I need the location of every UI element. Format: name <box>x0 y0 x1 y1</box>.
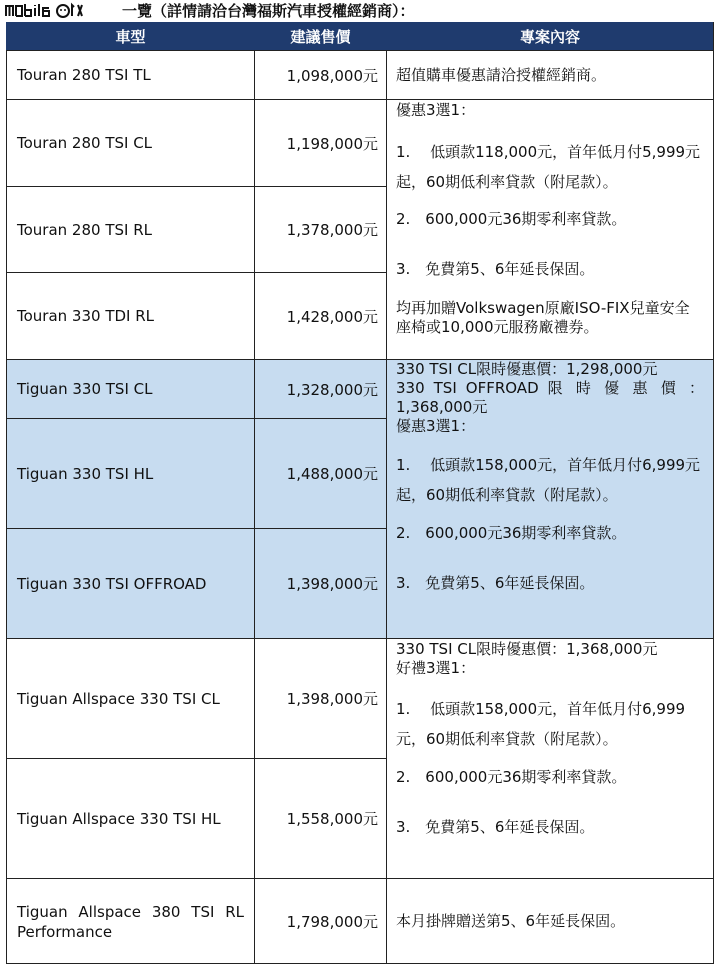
promo-special-price: 330 TSI CL限時優惠價：1,298,000元 <box>396 360 658 378</box>
promo-option-2: 2. 600,000元36期零利率貸款。 <box>396 524 627 542</box>
table-row-model: Tiguan 330 TSI HL <box>6 418 254 528</box>
table-row-price: 1,398,000元 <box>254 638 386 758</box>
column-header-promo: 專案內容 <box>386 22 713 50</box>
heading-text: 一覽（詳情請洽台灣福斯汽車授權經銷商）： <box>122 2 415 20</box>
table-row-price: 1,198,000元 <box>254 99 386 186</box>
table-row-model: Touran 280 TSI TL <box>6 50 254 99</box>
promo-option-2: 2. 600,000元36期零利率貸款。 <box>396 210 627 228</box>
table-row-model: Touran 330 TDI RL <box>6 272 254 359</box>
promo-extra-gift: 均再加贈Volkswagen原廠ISO-FIX兒童安全座椅或10,000元服務廠禮券。 <box>396 299 690 336</box>
promo-special-price-offroad: 330 TSI OFFROAD 限 時 優 惠 價 ： <box>396 379 704 397</box>
promo-lead: 優惠3選1： <box>396 417 476 435</box>
table-border-right <box>713 22 714 964</box>
promo-option-2: 2. 600,000元36期零利率貸款。 <box>396 768 627 786</box>
table-row-model: Touran 280 TSI CL <box>6 99 254 186</box>
column-header-model: 車型 <box>6 22 254 50</box>
promo-special-price: 330 TSI CL限時優惠價：1,368,000元 <box>396 640 658 658</box>
table-row-price: 1,328,000元 <box>254 359 386 418</box>
table-border-bottom <box>6 963 714 964</box>
price-table <box>6 22 713 964</box>
table-row-price: 1,398,000元 <box>254 528 386 638</box>
table-row-price: 1,488,000元 <box>254 418 386 528</box>
promo-lead: 優惠3選1： <box>396 101 476 119</box>
page-heading <box>4 1 716 21</box>
table-row-model: Tiguan 330 TSI OFFROAD <box>6 528 254 638</box>
promo-option-1: 1. 低頭款158,000元，首年低月付6,999元起，60期低利率貸款（附尾款）。 <box>396 456 701 504</box>
column-header-price: 建議售價 <box>254 22 386 50</box>
promo-option-3: 3. 免費第5、6年延長保固。 <box>396 818 595 836</box>
promo-tiguan-group <box>386 359 713 638</box>
table-row-price: 1,558,000元 <box>254 758 386 878</box>
promo-allspace-group <box>386 638 713 878</box>
table-row-price: 1,098,000元 <box>254 50 386 99</box>
promo-option-1: 1. 低頭款158,000元，首年低月付6,999元，60期低利率貸款（附尾款）。 <box>396 700 686 748</box>
table-row-model: Tiguan Allspace 330 TSI CL <box>6 638 254 758</box>
promo-text: 超值購車優惠請洽授權經銷商。 <box>396 65 607 84</box>
table-row-price: 1,798,000元 <box>254 878 386 964</box>
table-row-model: Touran 280 TSI RL <box>6 186 254 272</box>
table-row-price: 1,428,000元 <box>254 272 386 359</box>
table-row-price: 1,378,000元 <box>254 186 386 272</box>
promo-option-3: 3. 免費第5、6年延長保固。 <box>396 574 595 592</box>
promo-text: 本月掛牌贈送第5、6年延長保固。 <box>396 912 626 930</box>
promo-special-price-offroad-value: 1,368,000元 <box>396 398 488 416</box>
table-row-model: Tiguan Allspace 330 TSI HL <box>6 758 254 878</box>
promo-touran-tl <box>386 50 713 99</box>
mobile01-logo-icon <box>4 1 120 19</box>
promo-option-3: 3. 免費第5、6年延長保固。 <box>396 260 595 278</box>
promo-touran-group <box>386 99 713 359</box>
table-row-model <box>6 878 254 964</box>
promo-allspace-perf <box>386 878 713 964</box>
promo-option-1: 1. 低頭款118,000元，首年低月付5,999元起，60期低利率貸款（附尾款）。 <box>396 143 701 191</box>
table-row-model: Tiguan 330 TSI CL <box>6 359 254 418</box>
promo-lead: 好禮3選1： <box>396 659 476 677</box>
model-name: Tiguan Allspace 380 TSI RL Performance <box>17 902 244 941</box>
